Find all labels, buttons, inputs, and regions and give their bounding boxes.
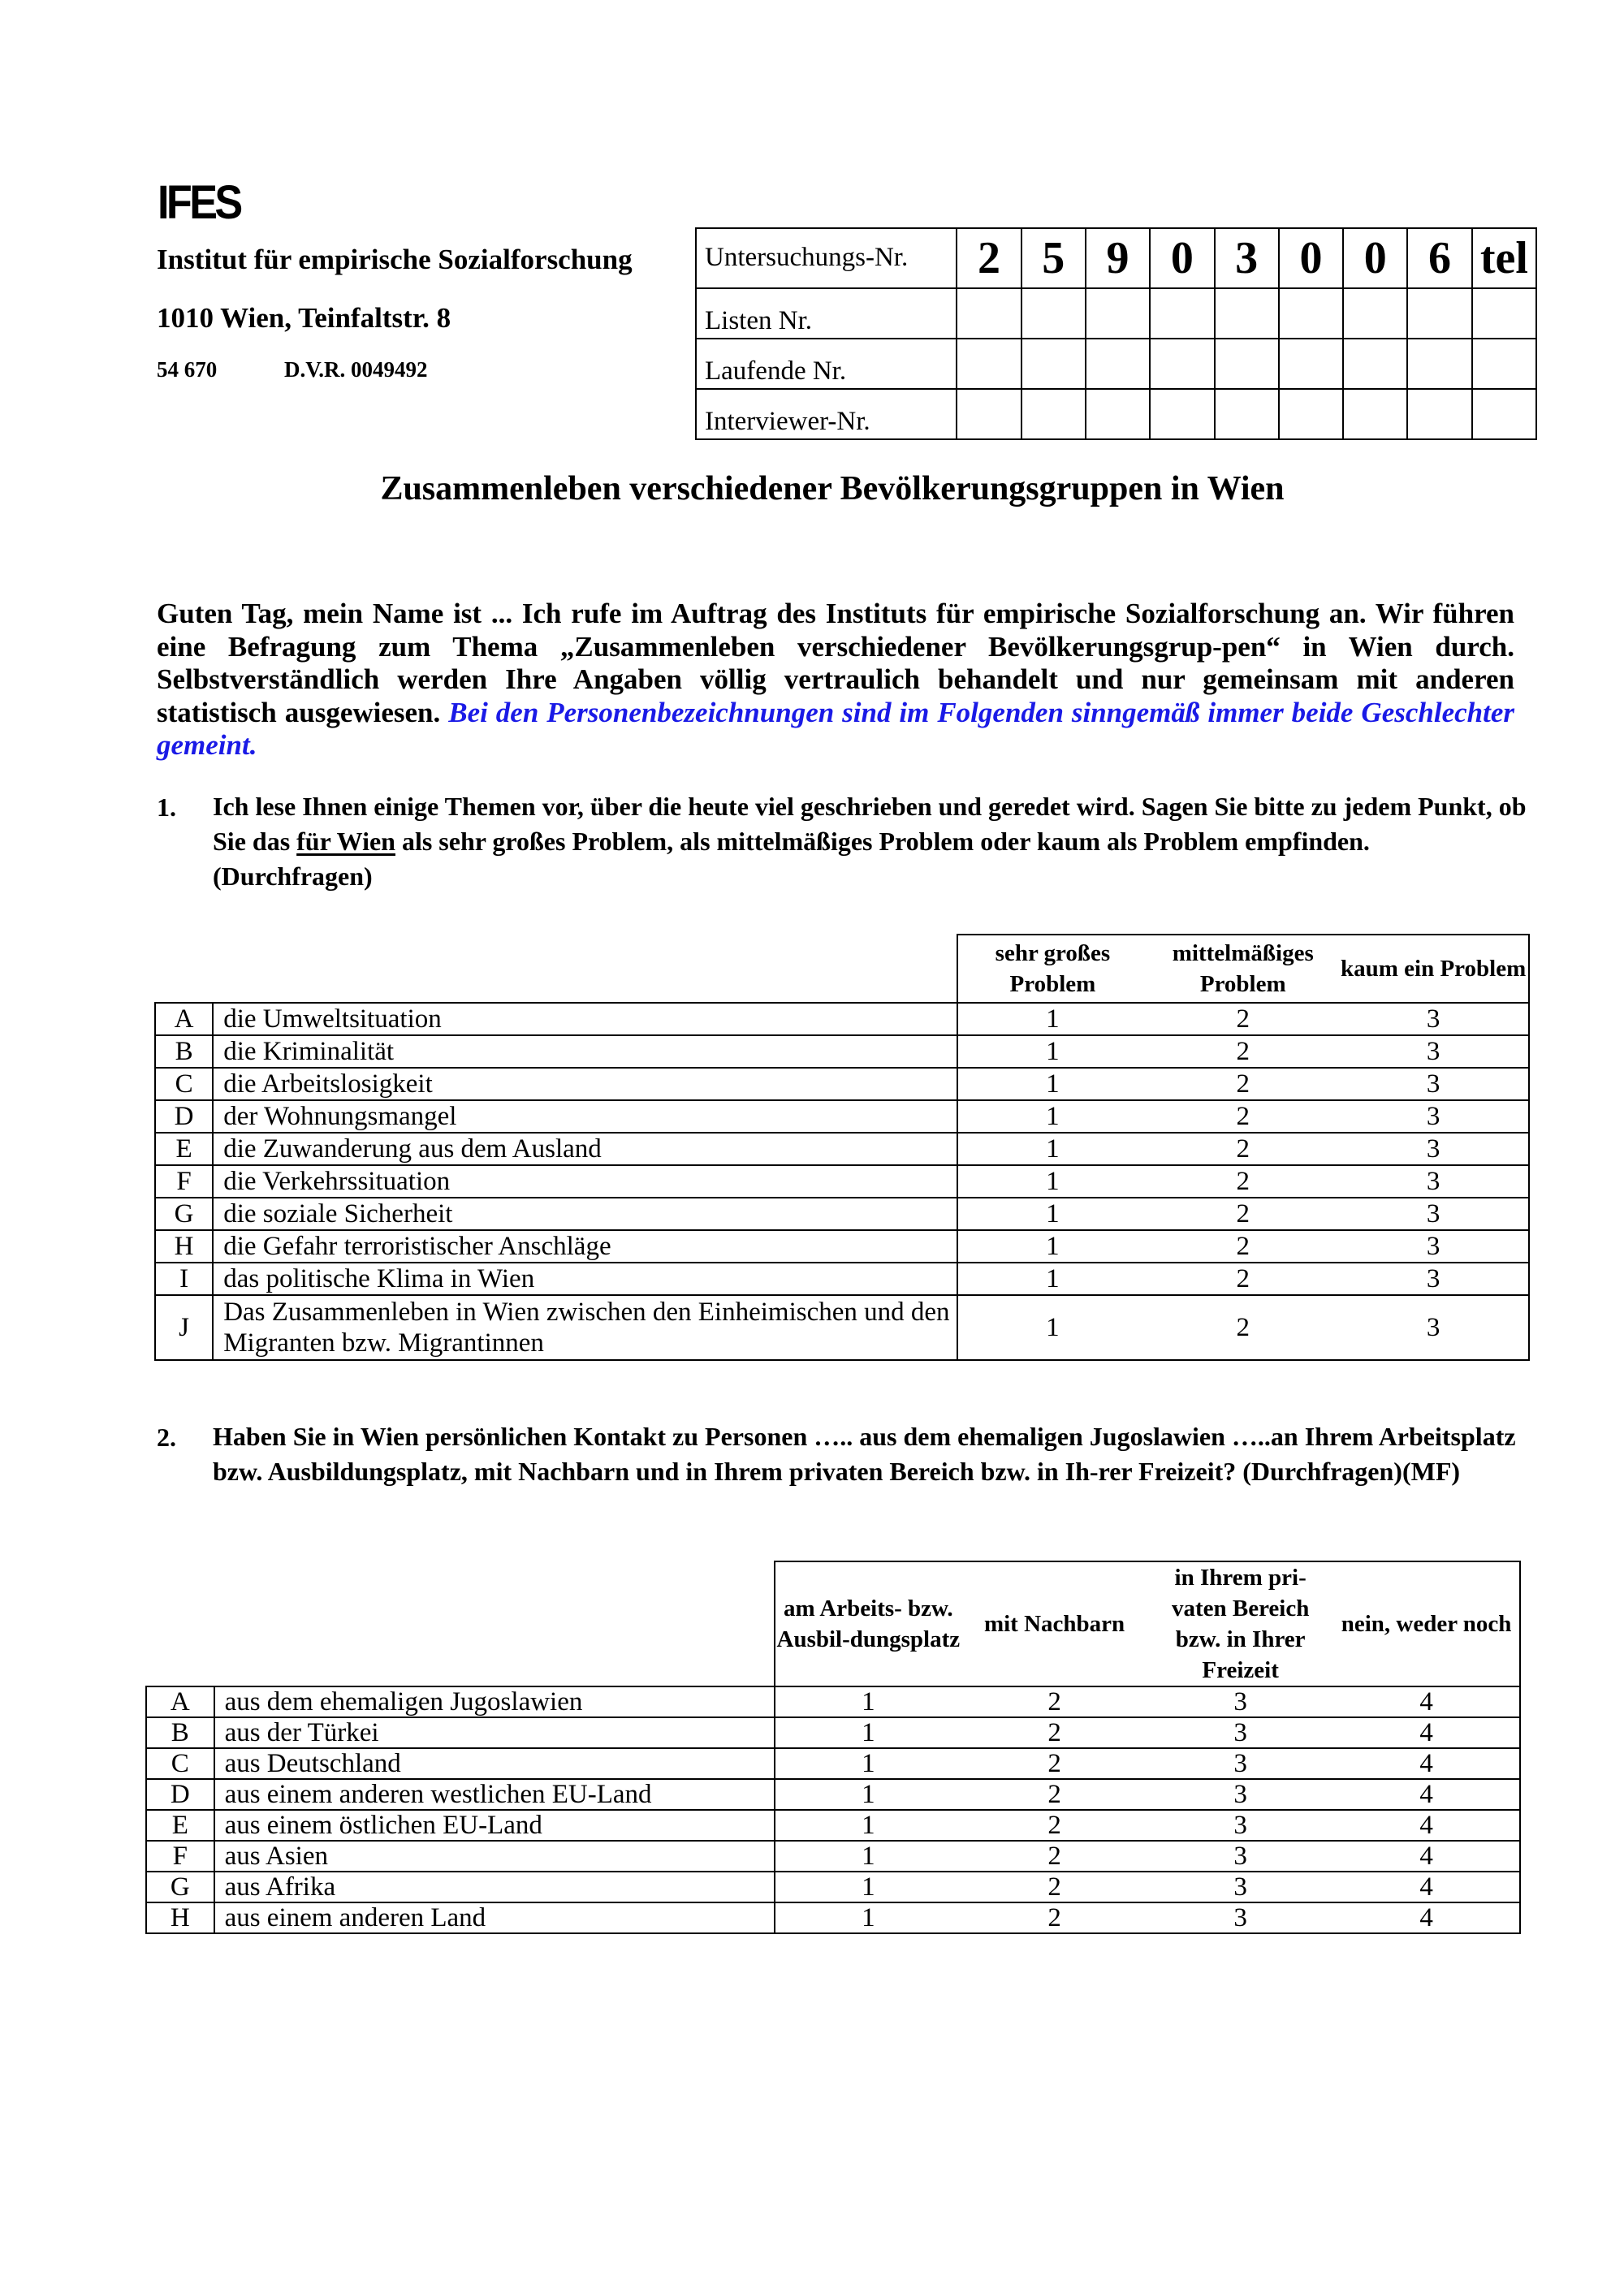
question-1-text-part: als sehr großes Problem, als mittelmäßiges Problem oder kaum als Problem empfinden. (Durchfragen) (213, 827, 1370, 891)
id-digit-cell: 9 (1086, 228, 1150, 288)
id-row-label: Laufende Nr. (696, 339, 957, 389)
intro-text: Guten Tag, mein Name ist ... Ich rufe im Auftrag des Instituts für empirische Sozialforschung an. Wir führen eine Befragung zum Thema „Zusammenleben verschiedener Bevölkerungsgrup-pen“ in Wien durch. Selbstverständlich werden Ihre Angaben völlig vertraulich behandelt und nur gemeinsam mit anderen statistisch ausgewiesen. (157, 598, 1514, 728)
answer-code-option[interactable]: 3 (1147, 1902, 1333, 1933)
row-letter: D (155, 1100, 213, 1133)
answer-code-option[interactable]: 1 (957, 1133, 1148, 1165)
row-letter: C (155, 1068, 213, 1100)
row-letter: B (155, 1035, 213, 1068)
id-digit-cell: 0 (1279, 228, 1343, 288)
row-letter: I (155, 1263, 213, 1295)
institute-phone: 54 670 (157, 357, 218, 382)
row-item-label: aus Asien (214, 1841, 775, 1872)
answer-code-option[interactable]: 4 (1333, 1717, 1520, 1748)
id-input-cell[interactable] (1086, 288, 1150, 339)
table-row (155, 1295, 1529, 1360)
id-row-untersuchung (696, 228, 1536, 288)
question-1-table (154, 934, 1530, 1361)
id-input-cell[interactable] (1021, 339, 1086, 389)
column-header: nein, weder noch (1333, 1561, 1520, 1686)
row-letter: E (155, 1133, 213, 1165)
id-input-cell[interactable] (1086, 339, 1150, 389)
table-row (155, 1263, 1529, 1295)
answer-code-option[interactable]: 3 (1147, 1686, 1333, 1717)
row-item-label: aus Afrika (214, 1872, 775, 1902)
id-input-cell[interactable] (1086, 389, 1150, 439)
row-item-label: aus dem ehemaligen Jugoslawien (214, 1686, 775, 1717)
answer-code-option[interactable]: 2 (961, 1841, 1147, 1872)
id-input-cell[interactable] (957, 389, 1021, 439)
id-input-cell[interactable] (1472, 288, 1536, 339)
column-header: in Ihrem pri-vaten Bereich bzw. in Ihrer Freizeit (1147, 1561, 1333, 1686)
row-item-label: die Zuwanderung aus dem Ausland (213, 1133, 957, 1165)
answer-code-option[interactable]: 1 (957, 1068, 1148, 1100)
table-row (146, 1841, 1520, 1872)
document-title: Zusammenleben verschiedener Bevölkerungsgruppen in Wien (380, 470, 1285, 507)
id-digit-cell: 2 (957, 228, 1021, 288)
answer-code-option[interactable]: 1 (775, 1872, 961, 1902)
table-row (146, 1902, 1520, 1933)
answer-code-option[interactable]: 1 (775, 1686, 961, 1717)
table-row (155, 1100, 1529, 1133)
row-item-label: der Wohnungsmangel (213, 1100, 957, 1133)
table-row (146, 1810, 1520, 1841)
id-input-cell[interactable] (1472, 389, 1536, 439)
column-header: sehr großes Problem (957, 935, 1148, 1003)
answer-code-option[interactable]: 1 (775, 1810, 961, 1841)
id-digit-cell: 3 (1215, 228, 1279, 288)
institute-dvr: D.V.R. 0049492 (284, 357, 428, 382)
answer-code-option[interactable]: 1 (957, 1035, 1148, 1068)
answer-code-option[interactable]: 4 (1333, 1686, 1520, 1717)
id-digit-cell: 6 (1407, 228, 1471, 288)
answer-code-option[interactable]: 1 (775, 1717, 961, 1748)
id-input-cell[interactable] (1472, 339, 1536, 389)
column-header: mittelmäßiges Problem (1147, 935, 1338, 1003)
table-row (146, 1872, 1520, 1902)
row-item-label: aus einem östlichen EU-Land (214, 1810, 775, 1841)
row-letter: A (146, 1686, 214, 1717)
column-header: am Arbeits- bzw. Ausbil-dungsplatz (775, 1561, 961, 1686)
question-1-number: 1. (157, 792, 176, 822)
answer-code-option[interactable]: 3 (1338, 1165, 1529, 1198)
id-input-cell[interactable] (1215, 389, 1279, 439)
answer-code-option[interactable]: 2 (961, 1748, 1147, 1779)
answer-code-option[interactable]: 2 (1147, 1295, 1338, 1360)
id-input-cell[interactable] (1343, 288, 1407, 339)
id-input-cell[interactable] (1279, 389, 1343, 439)
answer-code-option[interactable]: 1 (957, 1230, 1148, 1263)
answer-code-option[interactable]: 1 (957, 1165, 1148, 1198)
row-letter: F (146, 1841, 214, 1872)
table-row (155, 1003, 1529, 1035)
institute-address: 1010 Wien, Teinfaltstr. 8 (157, 302, 451, 334)
id-row-laufende (696, 339, 1536, 389)
table-row (146, 1686, 1520, 1717)
id-input-cell[interactable] (1407, 339, 1471, 389)
id-input-cell[interactable] (957, 339, 1021, 389)
row-letter: E (146, 1810, 214, 1841)
answer-code-option[interactable]: 1 (957, 1100, 1148, 1133)
answer-code-option[interactable]: 4 (1333, 1841, 1520, 1872)
answer-code-option[interactable]: 4 (1333, 1872, 1520, 1902)
table-row (155, 1165, 1529, 1198)
answer-code-option[interactable]: 3 (1338, 1068, 1529, 1100)
answer-code-option[interactable]: 3 (1338, 1295, 1529, 1360)
id-input-cell[interactable] (1150, 389, 1214, 439)
id-input-cell[interactable] (1021, 288, 1086, 339)
row-item-label: die Arbeitslosigkeit (213, 1068, 957, 1100)
row-letter: H (155, 1230, 213, 1263)
answer-code-option[interactable]: 1 (957, 1003, 1148, 1035)
row-item-label: die soziale Sicherheit (213, 1198, 957, 1230)
id-row-interviewer (696, 389, 1536, 439)
column-header: mit Nachbarn (961, 1561, 1147, 1686)
row-letter: D (146, 1779, 214, 1810)
table-row (155, 1198, 1529, 1230)
answer-code-option[interactable]: 3 (1147, 1717, 1333, 1748)
answer-code-option[interactable]: 3 (1338, 1035, 1529, 1068)
survey-id-table (695, 227, 1537, 440)
answer-code-option[interactable]: 3 (1147, 1779, 1333, 1810)
id-row-label: Untersuchungs-Nr. (696, 228, 957, 288)
id-input-cell[interactable] (1215, 339, 1279, 389)
answer-code-option[interactable]: 2 (1147, 1230, 1338, 1263)
row-item-label: das politische Klima in Wien (213, 1263, 957, 1295)
answer-code-option[interactable]: 2 (961, 1717, 1147, 1748)
question-1-emphasis: für Wien (296, 827, 395, 856)
row-letter: J (155, 1295, 213, 1360)
answer-code-option[interactable]: 3 (1338, 1263, 1529, 1295)
answer-code-option[interactable]: 3 (1338, 1133, 1529, 1165)
row-letter: G (146, 1872, 214, 1902)
id-input-cell[interactable] (1343, 339, 1407, 389)
answer-code-option[interactable]: 2 (961, 1779, 1147, 1810)
answer-code-option[interactable]: 3 (1338, 1198, 1529, 1230)
answer-code-option[interactable]: 3 (1147, 1872, 1333, 1902)
answer-code-option[interactable]: 2 (1147, 1133, 1338, 1165)
id-input-cell[interactable] (1407, 389, 1471, 439)
table-header-row (146, 1561, 1520, 1686)
row-letter: F (155, 1165, 213, 1198)
answer-code-option[interactable]: 4 (1333, 1902, 1520, 1933)
answer-code-option[interactable]: 3 (1147, 1748, 1333, 1779)
answer-code-option[interactable]: 4 (1333, 1779, 1520, 1810)
row-item-label: aus einem anderen westlichen EU-Land (214, 1779, 775, 1810)
answer-code-option[interactable]: 3 (1338, 1003, 1529, 1035)
row-item-label: aus Deutschland (214, 1748, 775, 1779)
table-row (146, 1748, 1520, 1779)
answer-code-option[interactable]: 2 (1147, 1263, 1338, 1295)
id-row-label: Interviewer-Nr. (696, 389, 957, 439)
answer-code-option[interactable]: 2 (1147, 1068, 1338, 1100)
id-input-cell[interactable] (1279, 288, 1343, 339)
row-letter: G (155, 1198, 213, 1230)
row-item-label: die Kriminalität (213, 1035, 957, 1068)
answer-code-option[interactable]: 1 (775, 1841, 961, 1872)
row-item-label: aus einem anderen Land (214, 1902, 775, 1933)
answer-code-option[interactable]: 2 (961, 1810, 1147, 1841)
answer-code-option[interactable]: 2 (1147, 1035, 1338, 1068)
table-row (146, 1779, 1520, 1810)
answer-code-option[interactable]: 2 (961, 1686, 1147, 1717)
ifes-logo: IFES (158, 176, 240, 229)
id-input-cell[interactable] (1150, 339, 1214, 389)
row-item-label: Das Zusammenleben in Wien zwischen den Einheimischen und den Migranten bzw. Migrantinnen (213, 1295, 957, 1360)
id-digit-cell: 5 (1021, 228, 1086, 288)
row-letter: B (146, 1717, 214, 1748)
answer-code-option[interactable]: 1 (957, 1295, 1148, 1360)
answer-code-option[interactable]: 2 (961, 1902, 1147, 1933)
id-input-cell[interactable] (1150, 288, 1214, 339)
row-letter: H (146, 1902, 214, 1933)
id-row-listen (696, 288, 1536, 339)
table-row (155, 1035, 1529, 1068)
answer-code-option[interactable]: 4 (1333, 1748, 1520, 1779)
table-row (155, 1230, 1529, 1263)
row-item-label: die Gefahr terroristischer Anschläge (213, 1230, 957, 1263)
row-item-label: die Umweltsituation (213, 1003, 957, 1035)
answer-code-option[interactable]: 2 (1147, 1198, 1338, 1230)
answer-code-option[interactable]: 1 (957, 1263, 1148, 1295)
id-input-cell[interactable] (1021, 389, 1086, 439)
question-2-number: 2. (157, 1423, 176, 1452)
answer-code-option[interactable]: 3 (1338, 1100, 1529, 1133)
answer-code-option[interactable]: 2 (1147, 1100, 1338, 1133)
answer-code-option[interactable]: 1 (775, 1779, 961, 1810)
id-digit-cell: 0 (1343, 228, 1407, 288)
answer-code-option[interactable]: 3 (1147, 1810, 1333, 1841)
intro-paragraph (157, 598, 1514, 762)
question-1-text-part: Ich lese Ihnen einige Themen vor, über die heute viel geschrieben und geredet wird. Sagen Sie bitte zu jedem Punkt, ob Sie das (213, 792, 1527, 856)
row-letter: C (146, 1748, 214, 1779)
id-digit-cell: tel (1472, 228, 1536, 288)
table-row (155, 1068, 1529, 1100)
row-item-label: aus der Türkei (214, 1717, 775, 1748)
answer-code-option[interactable]: 1 (957, 1198, 1148, 1230)
id-digit-cell: 0 (1150, 228, 1214, 288)
answer-code-option[interactable]: 3 (1338, 1230, 1529, 1263)
id-input-cell[interactable] (1343, 389, 1407, 439)
answer-code-option[interactable]: 2 (1147, 1165, 1338, 1198)
id-input-cell[interactable] (1215, 288, 1279, 339)
answer-code-option[interactable]: 3 (1147, 1841, 1333, 1872)
table-row (155, 1133, 1529, 1165)
intro-gender-note: Bei den Personenbezeichnungen sind im Folgenden sinngemäß immer beide Geschlechter gemeint. (157, 696, 1514, 761)
question-1-text (213, 789, 1528, 894)
question-2-text: Haben Sie in Wien persönlichen Kontakt zu Personen ….. aus dem ehemaligen Jugoslawien …..an Ihrem Arbeitsplatz bzw. Ausbildungsplatz, mit Nachbarn und in Ihrem privaten Bereich bzw. in Ih-rer Freizeit? (Durchfragen)(MF) (213, 1422, 1516, 1486)
answer-code-option[interactable]: 4 (1333, 1810, 1520, 1841)
institute-name: Institut für empirische Sozialforschung (157, 244, 633, 275)
table-row (146, 1717, 1520, 1748)
id-row-label: Listen Nr. (696, 288, 957, 339)
id-input-cell[interactable] (1279, 339, 1343, 389)
row-letter: A (155, 1003, 213, 1035)
answer-code-option[interactable]: 2 (1147, 1003, 1338, 1035)
answer-code-option[interactable]: 1 (775, 1902, 961, 1933)
answer-code-option[interactable]: 1 (775, 1748, 961, 1779)
table-header-row (155, 935, 1529, 1003)
answer-code-option[interactable]: 2 (961, 1872, 1147, 1902)
column-header: kaum ein Problem (1338, 935, 1529, 1003)
question-2-table (145, 1561, 1521, 1934)
id-input-cell[interactable] (957, 288, 1021, 339)
row-item-label: die Verkehrssituation (213, 1165, 957, 1198)
id-input-cell[interactable] (1407, 288, 1471, 339)
